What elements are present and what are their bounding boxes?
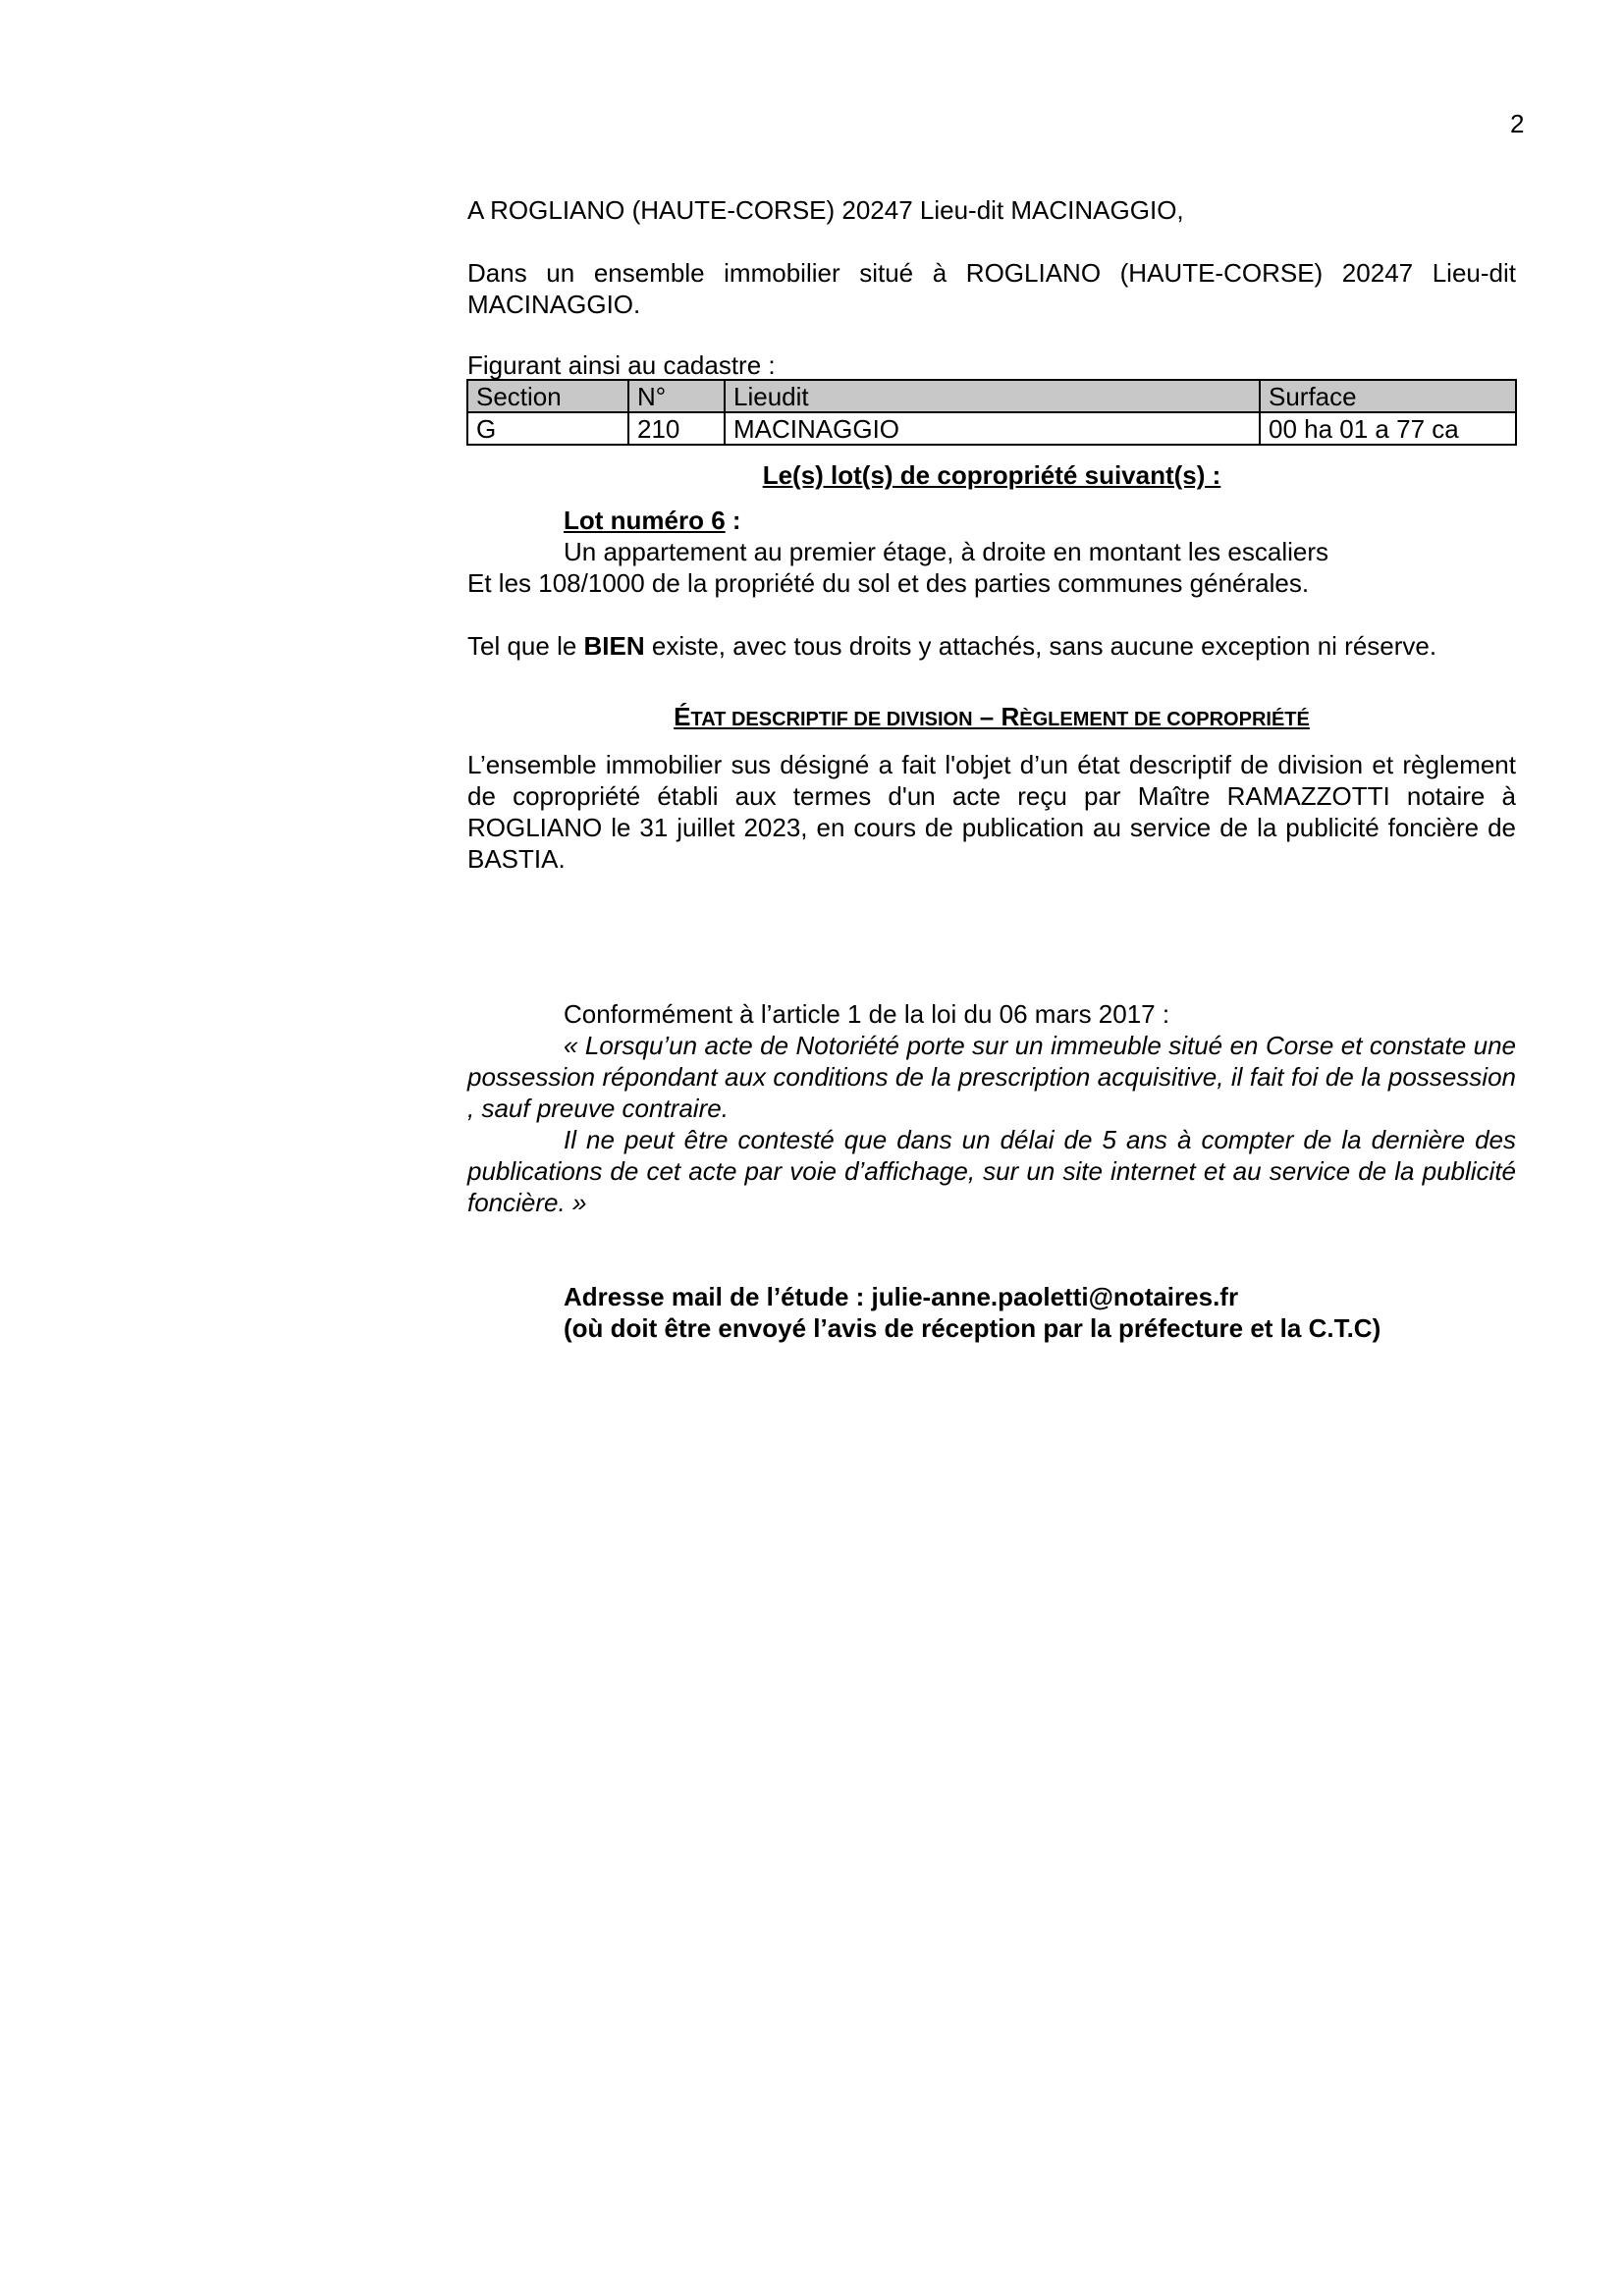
cadastre-intro: Figurant ainsi au cadastre : xyxy=(467,350,776,380)
cadastre-header-lieudit: Lieudit xyxy=(725,380,1260,412)
cadastre-cell-section: G xyxy=(467,412,628,445)
edd-heading-cap-2: R xyxy=(1001,702,1020,731)
lot-title: Lot numéro 6 xyxy=(564,506,726,535)
edd-heading-cap-1: É xyxy=(674,702,691,731)
edd-heading-rest-2: ÈGLEMENT DE COPROPRIÉTÉ xyxy=(1019,709,1310,730)
lots-heading: Le(s) lot(s) de copropriété suivant(s) : xyxy=(762,460,1221,490)
lot-quota: Et les 108/1000 de la propriété du sol et des parties communes générales. xyxy=(467,568,1310,598)
bien-sentence xyxy=(467,630,1516,662)
table-row xyxy=(467,412,1516,445)
quote-paragraph-2: Il ne peut être contesté que dans un délai de 5 ans à compter de la dernière des publications de cet acte par voie d’affichage, sur un site internet et au service de la publicité foncière. » xyxy=(467,1125,1516,1217)
address-line: A ROGLIANO (HAUTE-CORSE) 20247 Lieu-dit MACINAGGIO, xyxy=(467,195,1184,225)
cadastre-header-number: N° xyxy=(628,380,725,412)
quote-paragraph-1: « Lorsqu’un acte de Notoriété porte sur un immeuble situé en Corse et constate une possession répondant aux conditions de la prescription acquisitive, il fait foi de la possession , sauf preuve contraire. xyxy=(467,1031,1516,1123)
lot-description: Un appartement au premier étage, à droite en montant les escaliers xyxy=(564,537,1328,566)
document-body xyxy=(467,194,1516,1344)
cadastre-header-section: Section xyxy=(467,380,628,412)
edd-heading xyxy=(467,701,1516,735)
ensemble-paragraph: Dans un ensemble immobilier situé à ROGLIANO (HAUTE-CORSE) 20247 Lieu-dit MACINAGGIO. xyxy=(467,258,1516,319)
edd-heading-rest-1: TAT DESCRIPTIF DE DIVISION xyxy=(690,709,973,730)
cadastre-cell-number: 210 xyxy=(628,412,725,445)
cadastre-cell-surface: 00 ha 01 a 77 ca xyxy=(1260,412,1516,445)
page-number: 2 xyxy=(1510,109,1525,138)
mail-note: (où doit être envoyé l’avis de réception par la préfecture et la C.T.C) xyxy=(564,1313,1381,1343)
bien-sentence-after: existe, avec tous droits y attachés, sans aucune exception ni réserve. xyxy=(644,631,1437,661)
loi-intro: Conformément à l’article 1 de la loi du 06 mars 2017 : xyxy=(564,999,1170,1029)
cadastre-header-surface: Surface xyxy=(1260,380,1516,412)
lot-title-line xyxy=(564,505,1516,536)
cadastre-table xyxy=(466,379,1517,446)
cadastre-header-row xyxy=(467,380,1516,412)
edd-heading-separator: – xyxy=(972,702,1001,731)
bien-sentence-bold: BIEN xyxy=(583,631,645,661)
mail-line: Adresse mail de l’étude : julie-anne.paoletti@notaires.fr xyxy=(564,1282,1239,1311)
lot-title-suffix: : xyxy=(725,506,741,535)
cadastre-cell-lieudit: MACINAGGIO xyxy=(725,412,1260,445)
bien-sentence-before: Tel que le xyxy=(467,631,584,661)
edd-paragraph: L’ensemble immobilier sus désigné a fait l'objet d’un état descriptif de division et règlement de copropriété établi aux termes d'un acte reçu par Maître RAMAZZOTTI notaire à ROGLIANO le 31 juillet 2023, en cours de publication au service de la publicité foncière de BASTIA. xyxy=(467,750,1516,874)
